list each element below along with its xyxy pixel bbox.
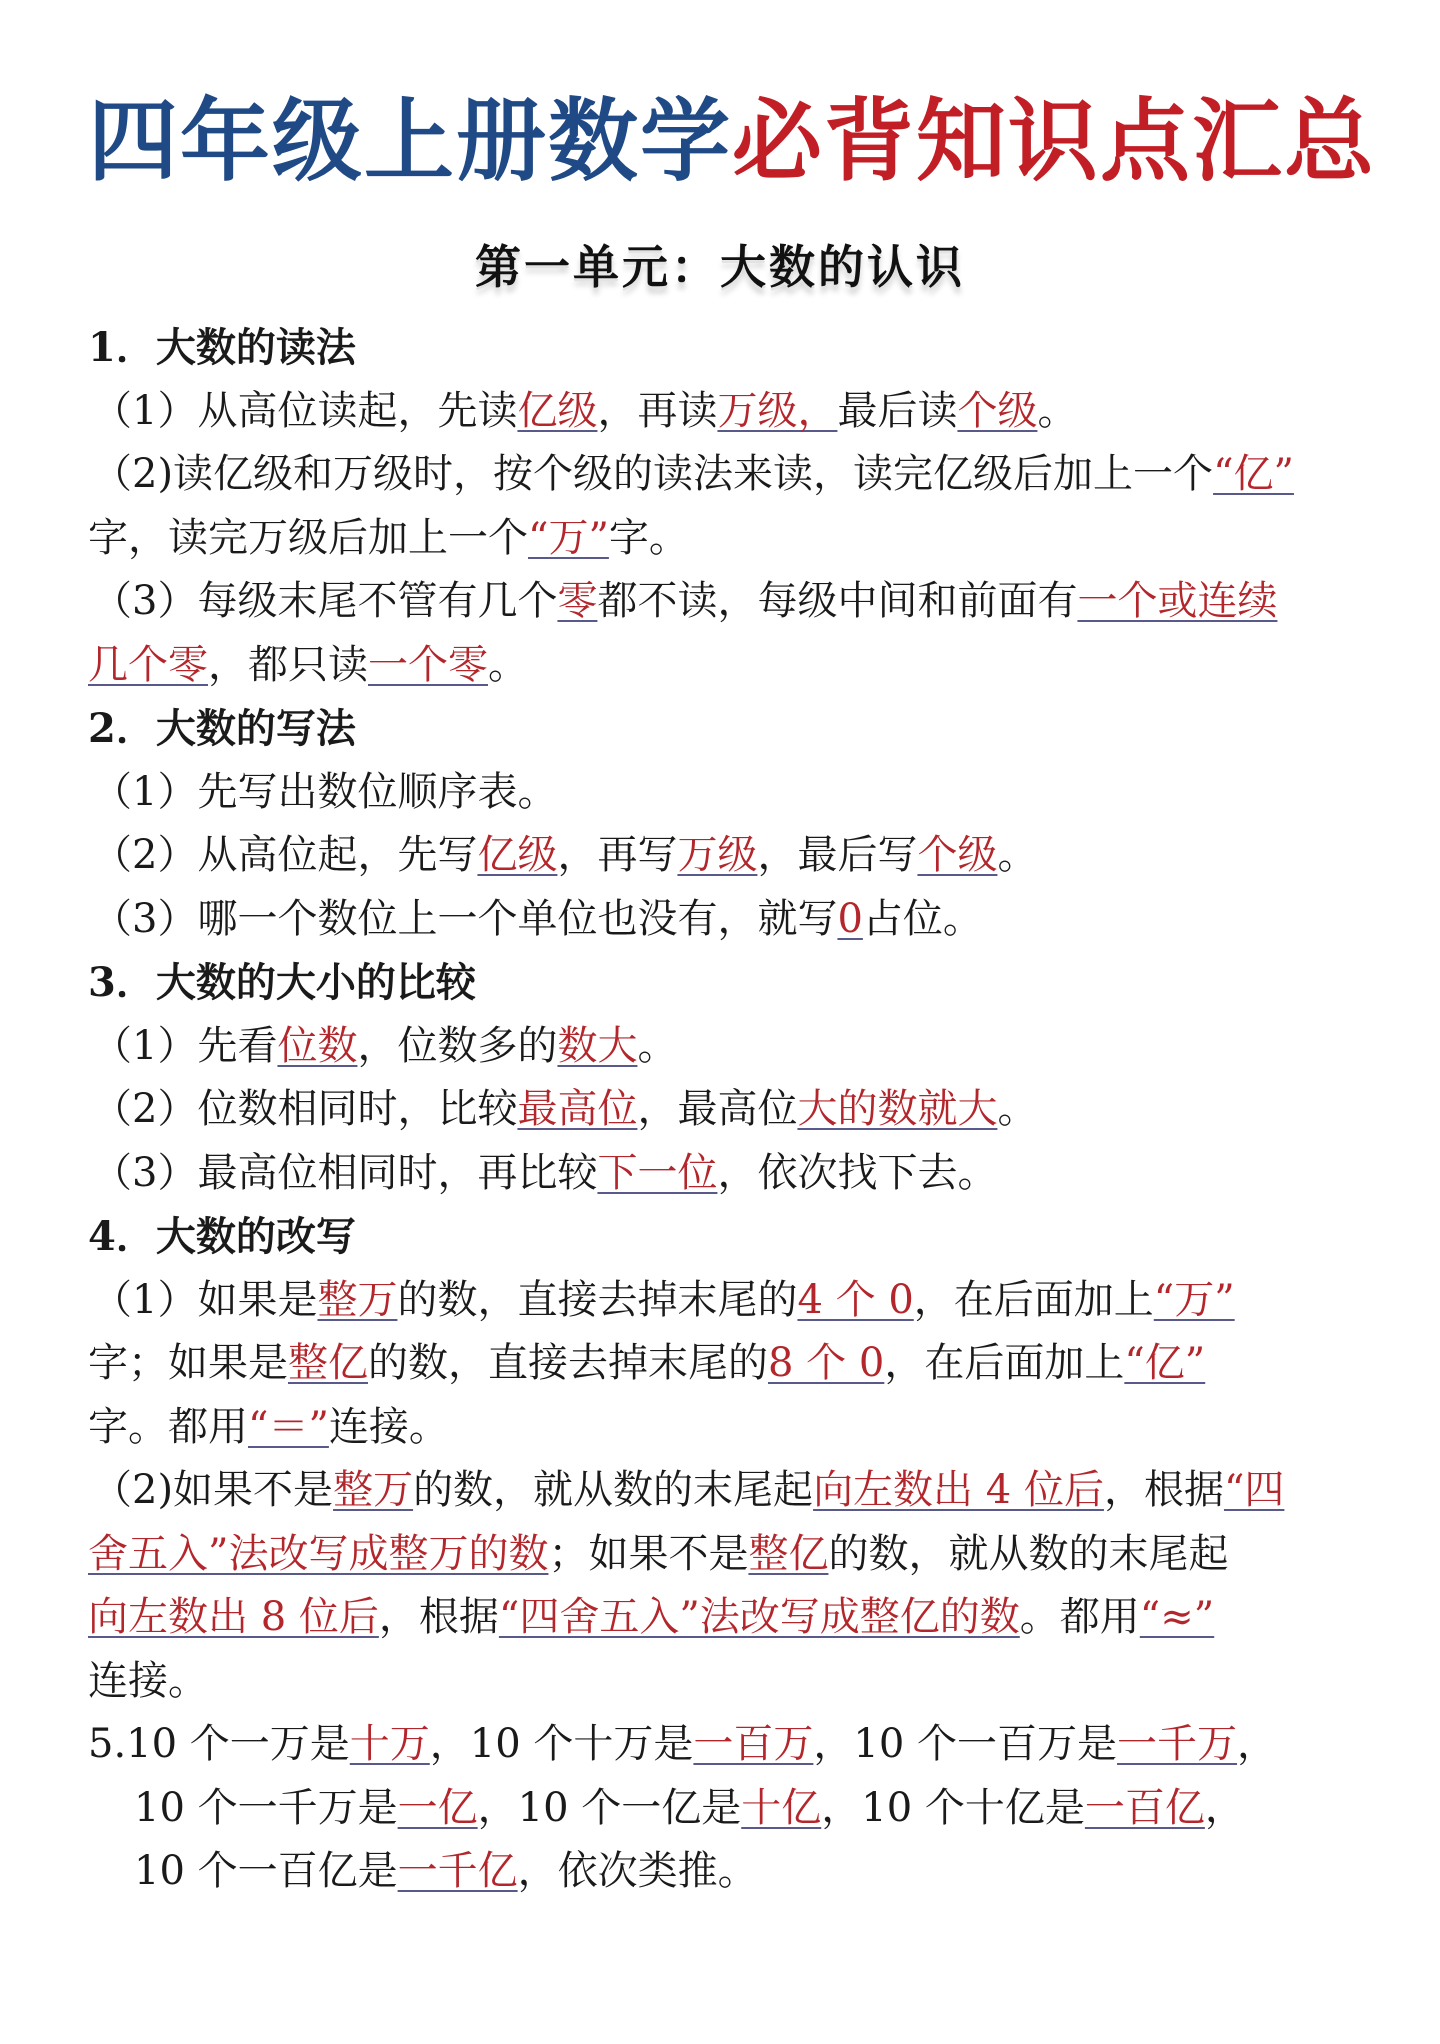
- text-segment: ，10 个一百万是: [813, 1721, 1118, 1767]
- answer-blank: 整亿: [748, 1530, 829, 1577]
- answer-blank: 位数: [277, 1022, 358, 1069]
- text-line: [88, 1078, 1352, 1142]
- answer-blank: “亿”: [1213, 451, 1294, 497]
- text-segment: 的数，就从数的末尾起: [828, 1530, 1229, 1577]
- answer-blank: 个级: [917, 832, 998, 878]
- answer-blank: 万级，: [717, 387, 838, 434]
- section-heading: [88, 697, 1352, 761]
- text-segment: （2）位数相同时，比较: [92, 1086, 518, 1132]
- text-segment: 。: [637, 1022, 678, 1069]
- answer-blank: 零: [557, 578, 598, 624]
- answer-blank: 一亿: [397, 1784, 478, 1831]
- answer-blank: 几个零: [88, 641, 208, 688]
- answer-blank: 一千万: [1117, 1721, 1238, 1767]
- text-line: [88, 443, 1352, 507]
- answer-blank: 一千亿: [397, 1848, 518, 1894]
- answer-blank: 大的数就大: [797, 1086, 998, 1132]
- text-segment: （1）从高位读起，先读: [92, 387, 518, 434]
- answer-blank: “亿”: [1124, 1340, 1206, 1386]
- text-segment: 字。: [608, 514, 689, 561]
- text-segment: （2)如果不是: [92, 1467, 334, 1513]
- text-segment: ；如果不是: [548, 1530, 749, 1577]
- answer-blank: 向左数出 4 位后: [813, 1467, 1104, 1513]
- content-body: [88, 316, 1352, 1904]
- text-segment: 10 个一百亿是: [134, 1848, 398, 1894]
- text-segment: ，位数多的: [357, 1022, 558, 1069]
- text-line: [88, 380, 1352, 444]
- unit-heading: 第一单元：大数的认识: [475, 240, 965, 294]
- answer-blank: “＝”: [248, 1403, 329, 1450]
- text-line: [88, 1713, 1352, 1777]
- text-segment: 。: [488, 641, 528, 688]
- text-segment: （3）哪一个数位上一个单位也没有，就写: [92, 895, 838, 942]
- text-segment: 5.10 个一万是: [88, 1721, 350, 1767]
- answer-blank: 8 个 0: [768, 1340, 885, 1386]
- text-line: [88, 634, 1352, 698]
- text-segment: 字；如果是: [88, 1340, 288, 1386]
- text-line: [88, 1840, 1352, 1904]
- section-heading: [88, 316, 1352, 380]
- answer-blank: 向左数出 8 位后: [88, 1594, 379, 1640]
- text-segment: 2．大数的写法: [88, 705, 356, 752]
- answer-blank: 十万: [349, 1721, 430, 1767]
- text-segment: ，在后面加上: [913, 1276, 1154, 1323]
- title-part-red: 必背知识点汇总: [732, 89, 1376, 194]
- text-segment: 10 个一千万是: [134, 1784, 398, 1831]
- text-segment: （1）如果是: [92, 1276, 318, 1323]
- text-line: [88, 1586, 1352, 1650]
- text-segment: 1．大数的读法: [88, 324, 356, 371]
- answer-blank: 下一位: [597, 1149, 718, 1196]
- text-segment: 占位。: [862, 895, 983, 942]
- text-segment: ，10 个十万是: [429, 1721, 694, 1767]
- text-line: [88, 507, 1352, 571]
- text-segment: （2)读亿级和万级时，按个级的读法来读，读完亿级后加上一个: [92, 451, 1214, 497]
- answer-blank: 十亿: [741, 1784, 822, 1831]
- text-segment: ，最后写: [757, 832, 918, 878]
- text-line: [88, 1142, 1352, 1206]
- text-segment: 。: [997, 832, 1038, 878]
- text-segment: 最后读: [837, 387, 958, 434]
- text-segment: 字，读完万级后加上一个: [88, 514, 528, 561]
- answer-blank: 0: [837, 895, 863, 942]
- text-segment: ，最高位: [637, 1086, 798, 1132]
- section-heading: [88, 951, 1352, 1015]
- text-segment: 。: [1037, 387, 1078, 434]
- text-line: [88, 1269, 1352, 1333]
- text-segment: ，再写: [557, 832, 678, 878]
- title-part-blue: 四年级上册数学: [88, 89, 732, 194]
- text-line: [88, 1777, 1352, 1841]
- text-segment: ，根据: [1103, 1467, 1224, 1513]
- answer-blank: 个级: [957, 387, 1038, 434]
- answer-blank: 整万: [317, 1276, 398, 1323]
- text-segment: 都不读，每级中间和前面有: [597, 578, 1078, 624]
- text-line: [88, 1396, 1352, 1460]
- answer-blank: 亿级: [517, 387, 598, 434]
- text-segment: 字。都用: [88, 1403, 248, 1450]
- text-segment: （3）最高位相同时，再比较: [92, 1149, 598, 1196]
- text-segment: ，10 个一亿是: [477, 1784, 742, 1831]
- text-segment: 的数，直接去掉末尾的: [397, 1276, 798, 1323]
- text-segment: 的数，直接去掉末尾的: [368, 1340, 768, 1386]
- text-segment: ，依次找下去。: [717, 1149, 998, 1196]
- text-segment: 。都用: [1019, 1594, 1140, 1640]
- text-segment: ，: [1204, 1784, 1245, 1831]
- text-segment: ，10 个十亿是: [821, 1784, 1085, 1831]
- answer-blank: “万”: [1153, 1276, 1235, 1323]
- answer-blank: “≈”: [1139, 1594, 1215, 1640]
- answer-blank: 整万: [333, 1467, 414, 1513]
- answer-blank: 万级: [677, 832, 758, 878]
- page-title: [88, 0, 1376, 198]
- answer-blank: “四: [1223, 1467, 1285, 1513]
- text-segment: ，在后面加上: [884, 1340, 1125, 1386]
- answer-blank: 舍五入”法改写成整万的数: [88, 1530, 549, 1577]
- answer-blank: 一个零: [368, 641, 488, 688]
- answer-blank: 一百亿: [1084, 1784, 1205, 1831]
- text-line: [88, 1332, 1352, 1396]
- text-segment: 4．大数的改写: [88, 1213, 356, 1260]
- text-line: [88, 1523, 1352, 1587]
- text-segment: 。: [997, 1086, 1038, 1132]
- text-line: [88, 761, 1352, 825]
- text-line: [88, 1650, 1352, 1714]
- text-line: [88, 1459, 1352, 1523]
- answer-blank: 4 个 0: [797, 1276, 914, 1323]
- answer-blank: “四舍五入”法改写成整亿的数: [498, 1594, 1020, 1640]
- answer-blank: 数大: [557, 1022, 638, 1069]
- text-segment: 连接。: [88, 1657, 208, 1704]
- answer-blank: 一百万: [693, 1721, 814, 1767]
- text-segment: ，依次类推。: [517, 1848, 758, 1894]
- answer-blank: 最高位: [517, 1086, 638, 1132]
- answer-blank: 整亿: [288, 1340, 368, 1386]
- text-line: [88, 824, 1352, 888]
- answer-blank: “万”: [528, 514, 609, 561]
- text-segment: ，: [1237, 1721, 1278, 1767]
- text-segment: 连接。: [328, 1403, 449, 1450]
- text-segment: （3）每级末尾不管有几个: [92, 578, 558, 624]
- text-segment: （2）从高位起，先写: [92, 832, 478, 878]
- text-line: [88, 570, 1352, 634]
- text-segment: ，都只读: [208, 641, 368, 688]
- text-segment: 3．大数的大小的比较: [88, 959, 476, 1006]
- text-segment: ，根据: [378, 1594, 499, 1640]
- text-segment: 的数，就从数的末尾起: [413, 1467, 814, 1513]
- text-segment: ，再读: [597, 387, 718, 434]
- answer-blank: 一个或连续: [1077, 578, 1278, 624]
- text-segment: （1）先看: [92, 1022, 278, 1069]
- answer-blank: 亿级: [477, 832, 558, 878]
- text-line: [88, 1015, 1352, 1079]
- text-segment: （1）先写出数位顺序表。: [92, 768, 558, 815]
- section-heading: [88, 1205, 1352, 1269]
- text-line: [88, 888, 1352, 952]
